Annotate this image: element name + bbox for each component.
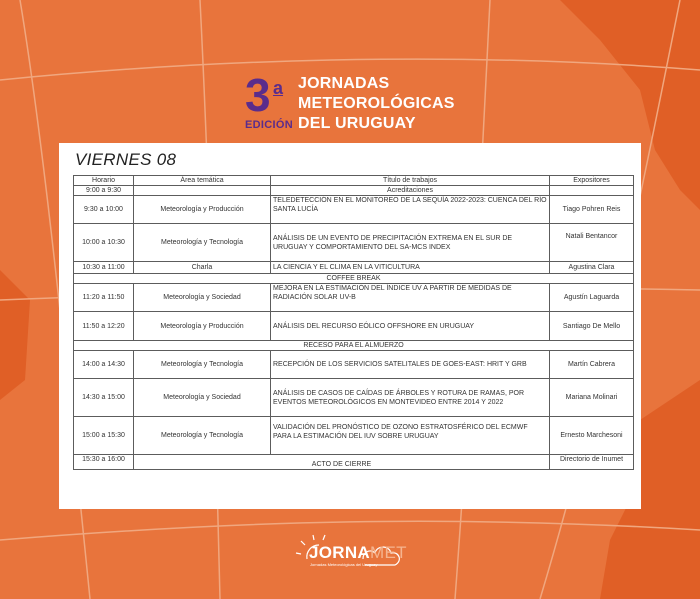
break-cell: RECESO PARA EL ALMUERZO: [74, 341, 634, 351]
area-cell: [134, 186, 271, 196]
time-cell: 9:30 a 10:00: [74, 196, 134, 224]
time-cell: 10:00 a 10:30: [74, 224, 134, 262]
speaker-cell: Natali Bentancor: [550, 224, 634, 262]
table-row: [74, 379, 634, 417]
area-cell: Meteorología y Sociedad: [134, 284, 271, 312]
title-line-3: DEL URUGUAY: [298, 115, 416, 132]
speaker-cell: Agustina Clara: [550, 262, 634, 274]
time-cell: 14:30 a 15:00: [74, 379, 134, 417]
jornamet-logo: [293, 531, 413, 581]
table-row: [74, 417, 634, 455]
area-cell: Meteorología y Tecnología: [134, 417, 271, 455]
edition-number: 3: [245, 69, 271, 121]
logo-wordmark-bold: JORNA: [309, 543, 371, 562]
title-cell: RECEPCIÓN DE LOS SERVICIOS SATELITALES DE GOES-EAST: HRIT Y GRB: [271, 351, 550, 379]
speaker-cell: Ernesto Marchesoni: [550, 417, 634, 455]
title-line-1: JORNADAS: [298, 75, 390, 92]
title-cell: Acreditaciones: [271, 186, 550, 196]
speaker-cell: Directorio de Inumet: [550, 455, 634, 470]
speaker-cell: Martín Cabrera: [550, 351, 634, 379]
table-header-row: [74, 176, 634, 186]
table-row: [74, 186, 634, 196]
speaker-cell: [550, 186, 634, 196]
time-cell: 11:50 a 12:20: [74, 312, 134, 341]
time-cell: 10:30 a 11:00: [74, 262, 134, 274]
table-row: [74, 455, 634, 470]
column-header: Título de trabajos: [271, 176, 550, 186]
table-row: [74, 312, 634, 341]
time-cell: 11:20 a 11:50: [74, 284, 134, 312]
area-cell: Meteorología y Tecnología: [134, 224, 271, 262]
column-header: Horario: [74, 176, 134, 186]
title-cell: ANÁLISIS DEL RECURSO EÓLICO OFFSHORE EN URUGUAY: [271, 312, 550, 341]
break-cell: COFFEE BREAK: [74, 274, 634, 284]
table-row: [74, 284, 634, 312]
break-row: [74, 274, 634, 284]
column-header: Área temática: [134, 176, 271, 186]
title-line-2: METEOROLÓGICAS: [298, 95, 455, 112]
column-header: Expositores: [550, 176, 634, 186]
schedule-panel: [59, 143, 641, 509]
closing-cell: ACTO DE CIERRE: [134, 455, 550, 470]
area-cell: Meteorología y Producción: [134, 312, 271, 341]
title-cell: LA CIENCIA Y EL CLIMA EN LA VITICULTURA: [271, 262, 550, 274]
area-cell: Meteorología y Producción: [134, 196, 271, 224]
title-cell: ANÁLISIS DE UN EVENTO DE PRECIPITACIÓN EXTREMA EN EL SUR DE URUGUAY Y COMPORTAMIENTO DEL SA-MCS INDEX: [271, 224, 550, 262]
title-cell: ANÁLISIS DE CASOS DE CAÍDAS DE ÁRBOLES Y ROTURA DE RAMAS, POR EVENTOS METEOROLÓGICOS EN MONTEVIDEO ENTRE 2014 Y 2022: [271, 379, 550, 417]
logo-wordmark-light: MET: [370, 543, 407, 562]
event-header: [245, 69, 485, 134]
speaker-cell: Santiago De Mello: [550, 312, 634, 341]
area-cell: Meteorología y Tecnología: [134, 351, 271, 379]
time-cell: 15:00 a 15:30: [74, 417, 134, 455]
schedule-table: [73, 175, 634, 470]
time-cell: 9:00 a 9:30: [74, 186, 134, 196]
title-cell: VALIDACIÓN DEL PRONÓSTICO DE OZONO ESTRATOSFÉRICO DEL ECMWF PARA LA ESTIMACIÓN DEL IUV SOBRE URUGUAY: [271, 417, 550, 455]
area-cell: Charla: [134, 262, 271, 274]
logo-tagline: Jornadas Meteorológicas del Uruguay: [310, 562, 378, 567]
break-row: [74, 341, 634, 351]
table-row: [74, 262, 634, 274]
title-cell: MEJORA EN LA ESTIMACIÓN DEL ÍNDICE UV A PARTIR DE MEDIDAS DE RADIACIÓN SOLAR UV-B: [271, 284, 550, 312]
time-cell: 15:30 a 16:00: [74, 455, 134, 470]
speaker-cell: Agustín Laguarda: [550, 284, 634, 312]
time-cell: 14:00 a 14:30: [74, 351, 134, 379]
edition-superscript: a: [273, 78, 284, 98]
logo-wordmark: [309, 543, 407, 563]
table-row: [74, 351, 634, 379]
speaker-cell: Tiago Pohren Reis: [550, 196, 634, 224]
speaker-cell: Mariana Molinari: [550, 379, 634, 417]
title-cell: TELEDETECCIÓN EN EL MONITOREO DE LA SEQUÍA 2022-2023: CUENCA DEL RÍO SANTA LUCÍA: [271, 196, 550, 224]
edition-label: EDICIÓN: [245, 119, 293, 131]
table-row: [74, 196, 634, 224]
day-heading: VIERNES 08: [75, 150, 177, 169]
area-cell: Meteorología y Sociedad: [134, 379, 271, 417]
table-row: [74, 224, 634, 262]
